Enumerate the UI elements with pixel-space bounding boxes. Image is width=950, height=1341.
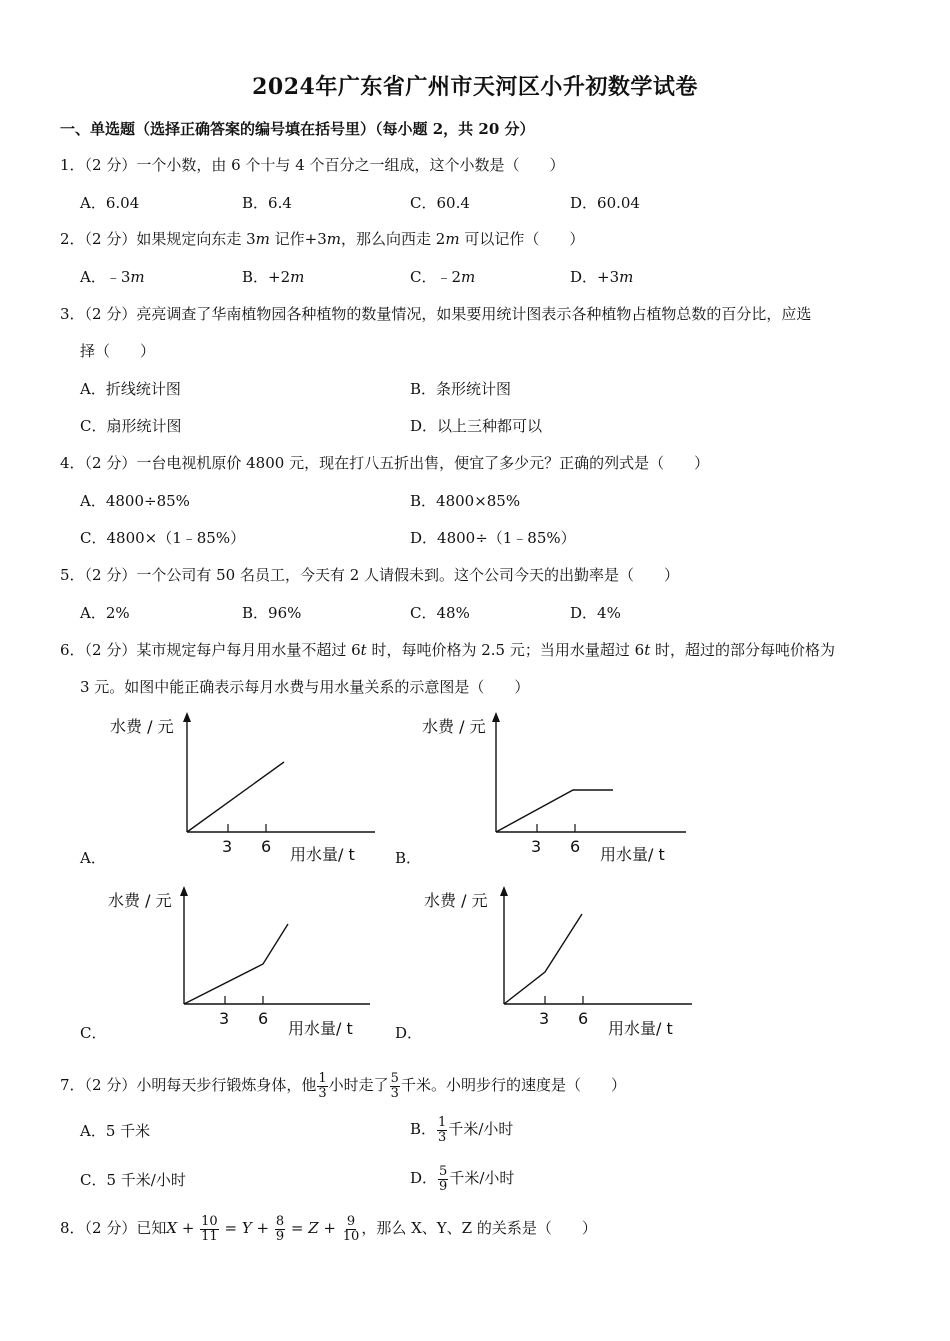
q3-option-a[interactable]: A．折线统计图 (80, 380, 181, 398)
q6-option-a[interactable]: A． (80, 849, 106, 867)
q4-option-a[interactable]: A．4800÷85% (80, 492, 190, 510)
q7-option-d[interactable]: D． $\frac{5}{9}$ 千米/小时 (410, 1163, 515, 1194)
q1-option-c[interactable]: C．60.4 (410, 194, 470, 212)
question-8-stem: 8．（2 分）已知X + $\frac{10}{11}$ = Y + $\frac{8}{9}$ = Z + $\frac{9}{10}$ ，那么 X、Y、Z 的关系是（ ） (60, 1213, 597, 1244)
q3-option-c[interactable]: C．扇形统计图 (80, 417, 182, 435)
q6-option-b[interactable]: B． (395, 849, 422, 867)
question-6-stem-line2: 3 元。如图中能正确表示每月水费与用水量关系的示意图是（ ） (80, 678, 530, 696)
graph-d (420, 884, 710, 1044)
q7-option-b[interactable]: B． $\frac{1}{3}$ 千米/小时 (410, 1114, 514, 1145)
q5-option-a[interactable]: A．2% (80, 604, 130, 622)
question-5-stem: 5．（2 分）一个公司有 50 名员工，今天有 2 人请假未到。这个公司今天的出勤率是（ ） (60, 566, 680, 584)
question-1-stem: 1．（2 分）一个小数，由 6 个十与 4 个百分之一组成，这个小数是（ ） (60, 156, 565, 174)
graph-d-tick-6: 6 (578, 1009, 589, 1028)
question-6-stem-line1: 6．（2 分）某市规定每户每月用水量不超过 6t 时，每吨价格为 2.5 元；当用水量超过 6t 时，超过的部分每吨价格为 (60, 641, 835, 659)
q5-option-c[interactable]: C．48% (410, 604, 470, 622)
q7-option-a[interactable]: A．5 千米 (80, 1122, 151, 1140)
q2-option-d[interactable]: D．+3m (570, 268, 634, 286)
graph-c (100, 884, 390, 1044)
graph-a-y-label: 水费 / 元 (110, 717, 174, 736)
graph-c-line (184, 924, 288, 1004)
question-3-stem-line1: 3．（2 分）亮亮调查了华南植物园各种植物的数量情况，如果要用统计图表示各种植物占植物总数的百分比，应选 (60, 305, 812, 323)
graph-a (100, 710, 390, 870)
fraction-1-3: $\frac{1}{3}$ (318, 1070, 327, 1101)
graph-a-tick-3: 3 (222, 837, 233, 856)
graph-d-line (504, 914, 582, 1004)
q6-option-d[interactable]: D． (395, 1024, 423, 1042)
fraction-5-3: $\frac{5}{3}$ (390, 1070, 399, 1101)
graph-d-tick-3: 3 (539, 1009, 550, 1028)
graph-d-y-label: 水费 / 元 (424, 891, 488, 910)
question-3-stem-line2: 择（ ） (80, 342, 156, 360)
q4-option-b[interactable]: B．4800×85% (410, 492, 521, 510)
q1-option-a[interactable]: A．6.04 (80, 194, 140, 212)
q1-option-b[interactable]: B．6.4 (242, 194, 292, 212)
q4-option-d[interactable]: D．4800÷（1﹣85%） (410, 529, 576, 547)
question-2-stem: 2．（2 分）如果规定向东走 3m 记作+3m，那么向西走 2m 可以记作（ ） (60, 230, 585, 248)
graph-c-y-label: 水费 / 元 (108, 891, 172, 910)
graph-b (410, 710, 700, 870)
q7-option-c[interactable]: C．5 千米/小时 (80, 1171, 186, 1189)
q6-option-c[interactable]: C． (80, 1024, 107, 1042)
graph-b-tick-3: 3 (531, 837, 542, 856)
q3-option-d[interactable]: D．以上三种都可以 (410, 417, 543, 435)
graph-b-tick-6: 6 (570, 837, 581, 856)
q5-option-d[interactable]: D．4% (570, 604, 621, 622)
section-heading: 一、单选题（选择正确答案的编号填在括号里）（每小题 2，共 20 分） (60, 120, 535, 138)
q2-option-b[interactable]: B．+2m (242, 268, 305, 286)
q2-option-c[interactable]: C．﹣2m (410, 268, 476, 286)
graph-b-y-label: 水费 / 元 (422, 717, 486, 736)
graph-c-tick-3: 3 (219, 1009, 230, 1028)
q2-option-a[interactable]: A．﹣3m (80, 268, 145, 286)
page-title: 2024年广东省广州市天河区小升初数学试卷 (252, 74, 698, 100)
graph-a-x-label: 用水量/ t (290, 845, 355, 864)
question-7-stem: 7．（2 分）小明每天步行锻炼身体，他 $\frac{1}{3}$ 小时走了 $\frac{5}{3}$ 千米。小明步行的速度是（ ） (60, 1070, 626, 1101)
question-4-stem: 4．（2 分）一台电视机原价 4800 元，现在打八五折出售，便宜了多少元？正确的列式是（ ） (60, 454, 710, 472)
graph-c-x-label: 用水量/ t (288, 1019, 353, 1038)
graph-b-line (496, 790, 613, 832)
q3-option-b[interactable]: B．条形统计图 (410, 380, 512, 398)
graph-b-x-label: 用水量/ t (600, 845, 665, 864)
q5-option-b[interactable]: B．96% (242, 604, 302, 622)
graph-a-tick-6: 6 (261, 837, 272, 856)
graph-c-tick-6: 6 (258, 1009, 269, 1028)
q1-option-d[interactable]: D．60.04 (570, 194, 640, 212)
q4-option-c[interactable]: C．4800×（1﹣85%） (80, 529, 246, 547)
graph-a-line (187, 762, 284, 832)
graph-d-x-label: 用水量/ t (608, 1019, 673, 1038)
